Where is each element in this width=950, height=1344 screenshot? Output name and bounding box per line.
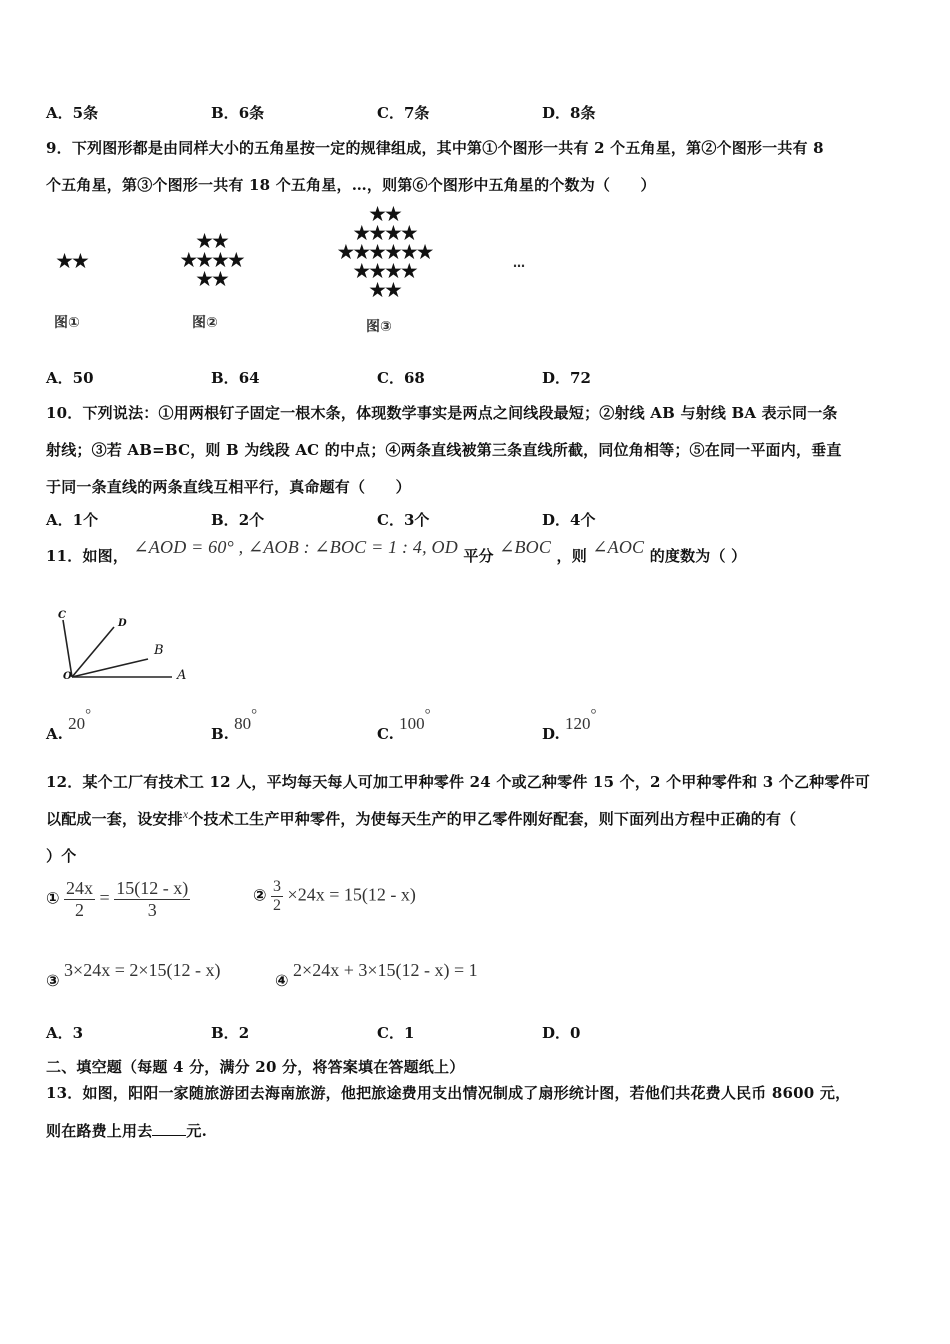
q11-text-then: ，则: [556, 547, 587, 565]
figure-2-stars: ★★ ★★★★ ★★: [179, 229, 243, 291]
q10-question-line-3: 于同一条直线的两条直线互相平行，真命题有（ ）: [46, 478, 411, 496]
ellipsis: …: [513, 256, 525, 270]
q11-option-b[interactable]: B. 80°: [211, 707, 258, 743]
q11-prefix: 11．如图，: [46, 547, 129, 565]
q10-question-line-1: 10．下列说法：①用两根钉子固定一根木条，体现数学事实是两点之间线段最短；②射线 AB 与射线 BA 表示同一条: [46, 404, 838, 422]
figure-3-caption: 图③: [366, 319, 392, 335]
label-c: C: [58, 610, 66, 621]
q8-option-c[interactable]: C．7条: [377, 104, 430, 122]
q12-option-d[interactable]: D．0: [542, 1024, 581, 1042]
q11-math-condition: ∠AOD = 60° , ∠AOB : ∠BOC = 1 : 4, OD: [133, 537, 458, 557]
q11-option-d[interactable]: D. 120°: [542, 707, 597, 743]
q12-variable-x: x: [182, 807, 189, 821]
q12-option-c[interactable]: C．1: [377, 1024, 415, 1042]
figure-2-caption: 图②: [192, 315, 218, 331]
label-b: B: [154, 643, 164, 658]
q11-option-a[interactable]: A. 20°: [46, 707, 92, 743]
q11-question: [46, 537, 747, 566]
q11-math-boc: ∠BOC: [499, 537, 552, 557]
q8-option-a[interactable]: A．5条: [46, 104, 99, 122]
q9-option-b[interactable]: B．64: [211, 369, 260, 387]
q9-option-a[interactable]: A．50: [46, 369, 94, 387]
equation-2: ② $\frac{3}{2}$ ×24x = 15(12 - x): [253, 878, 416, 914]
equation-3: ③ 3×24x = 2×15(12 - x): [46, 960, 221, 990]
q12-question-line-1: 12．某个工厂有技术工 12 人，平均每天每人可加工甲种零件 24 个或乙种零件 15 个，2 个甲种零件和 3 个乙种零件可: [46, 773, 870, 791]
q12-option-b[interactable]: B．2: [211, 1024, 250, 1042]
q11-text-bisects: 平分: [463, 547, 494, 565]
q12-option-a[interactable]: A．3: [46, 1024, 84, 1042]
q10-question-line-2: 射线；③若 AB=BC，则 B 为线段 AC 的中点；④两条直线被第三条直线所截，同位角相等；⑤在同一平面内，垂直: [46, 441, 842, 459]
equation-4-mark: ④: [275, 971, 289, 990]
q10-option-a[interactable]: A．1个: [46, 511, 99, 529]
section-heading-fill-in: 二、填空题（每题 4 分，满分 20 分，将答案填在答题纸上）: [46, 1058, 465, 1076]
q9-star-figures: [40, 200, 560, 345]
label-d: D: [118, 618, 127, 629]
q11-angle-diagram: [50, 605, 200, 690]
figure-3-stars: ★★ ★★★★ ★★★★★★ ★★★★ ★★: [336, 202, 432, 302]
q10-option-d[interactable]: D．4个: [542, 511, 596, 529]
q13-question-line-1: 13．如图，阳阳一家随旅游团去海南旅游，他把旅途费用支出情况制成了扇形统计图，若他们共花费人民币 8600 元，: [46, 1084, 851, 1102]
equation-2-mark: ②: [253, 885, 267, 905]
q9-option-c[interactable]: C．68: [377, 369, 425, 387]
equation-1: ① $\frac{24x}{2}$ = $\frac{15(12 - x)}{3}$: [46, 878, 189, 920]
label-a: A: [177, 668, 187, 683]
label-o: O: [63, 671, 72, 682]
q11-option-c[interactable]: C. 100°: [377, 707, 431, 743]
q9-question-line-1: 9．下列图形都是由同样大小的五角星按一定的规律组成，其中第①个图形一共有 2 个五角星，第②个图形一共有 8: [46, 139, 824, 157]
figure-1-stars: ★★: [55, 249, 87, 273]
q9-question-line-2: 个五角星，第③个图形一共有 18 个五角星，…，则第⑥个图形中五角星的个数为（ ）: [46, 176, 656, 194]
q8-option-b[interactable]: B．6条: [211, 104, 265, 122]
answer-blank[interactable]: [152, 1135, 186, 1136]
q10-option-c[interactable]: C．3个: [377, 511, 430, 529]
equation-3-mark: ③: [46, 971, 60, 990]
figure-1-caption: 图①: [54, 315, 80, 331]
q12-question-line-3: ）个: [46, 847, 77, 865]
q11-math-aoc: ∠AOC: [592, 537, 645, 557]
q8-option-d[interactable]: D．8条: [542, 104, 596, 122]
q9-option-d[interactable]: D．72: [542, 369, 591, 387]
q11-suffix: 的度数为（ ）: [649, 547, 747, 565]
q10-option-b[interactable]: B．2个: [211, 511, 265, 529]
equation-1-mark: ①: [46, 888, 60, 908]
equation-4: ④ 2×24x + 3×15(12 - x) = 1: [275, 960, 478, 990]
q13-question-line-2: 则在路费上用去 元.: [46, 1122, 208, 1140]
q12-question-line-2: 以配成一套，设安排$^x$个技术工生产甲种零件，为使每天生产的甲乙零件刚好配套，则下面列出方程中正确的有（: [46, 807, 797, 828]
